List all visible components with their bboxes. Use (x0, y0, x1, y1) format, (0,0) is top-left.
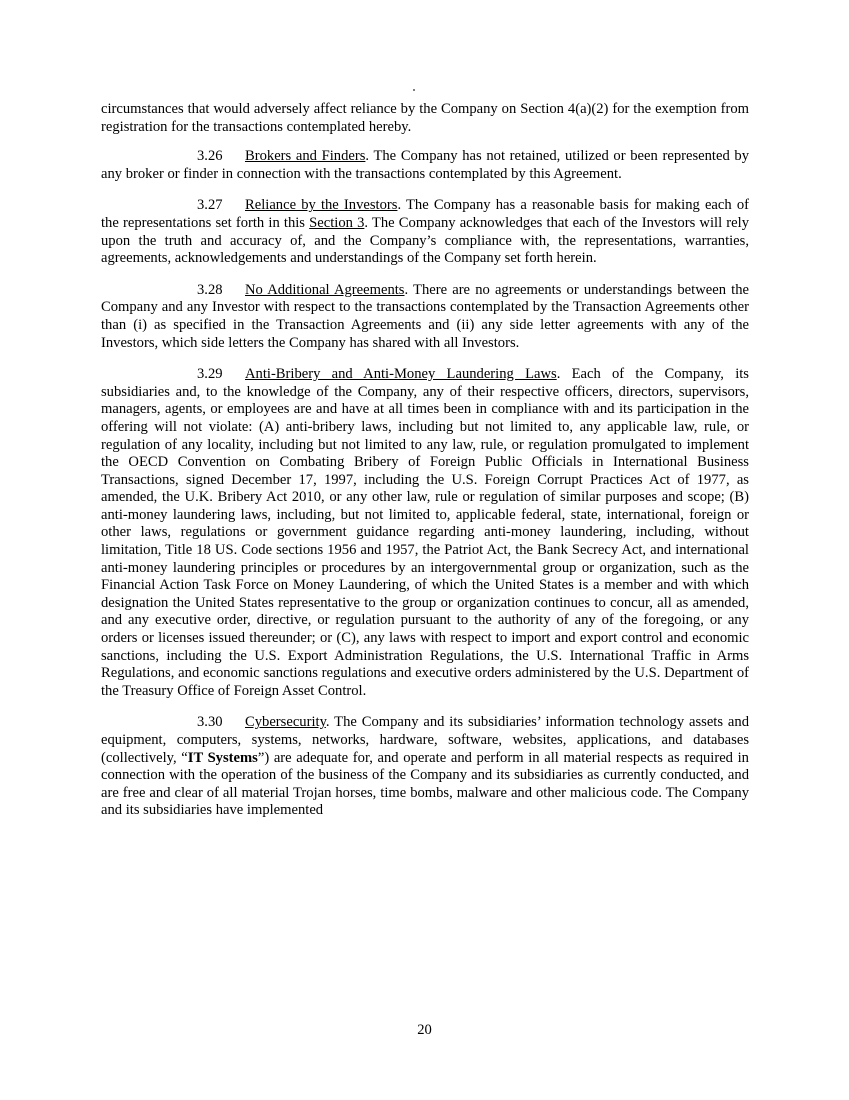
section-number: 3.27 (197, 197, 223, 214)
section-heading: Reliance by the Investors (245, 197, 398, 214)
section-3-26 (101, 148, 749, 183)
section-number: 3.26 (197, 148, 223, 165)
section-body: . The Company acknowledges that each of the Investors will rely upon the truth and accuracy of, and the Company’s compliance with, the representations, warranties, agreements, acknowledgements and understandings of the Company set forth herein. (101, 214, 749, 267)
section-reference-link[interactable]: Section 3 (309, 214, 365, 231)
section-3-29 (101, 366, 749, 700)
defined-term: IT Systems (187, 749, 258, 766)
document-page (101, 101, 749, 834)
section-number: 3.28 (197, 281, 223, 298)
section-3-28 (101, 282, 749, 352)
paragraph-continuation: circumstances that would adversely affect reliance by the Company on Section 4(a)(2) for the exemption from registration for the transactions contemplated hereby. (101, 101, 749, 135)
section-heading: Cybersecurity (245, 714, 326, 731)
section-heading: No Additional Agreements (245, 281, 405, 298)
section-number: 3.30 (197, 714, 223, 731)
section-heading: Anti-Bribery and Anti-Money Laundering Laws (245, 366, 557, 383)
section-number: 3.29 (197, 366, 223, 383)
page-number: 20 (417, 1022, 432, 1038)
section-heading: Brokers and Finders (245, 148, 366, 165)
section-3-27 (101, 197, 749, 267)
section-3-30 (101, 714, 749, 820)
section-body: . The Company has not retained, utilized or been represented by any broker or finder in connection with the transactions contemplated by this Agreement. (101, 148, 750, 182)
section-body: . There are no agreements or understandings between the Company and any Investor with respect to the transactions contemplated by the Transaction Agreements other than (i) as specified in the Transaction Agreements and (ii) any side letter agreements with any of the Investors, which side letters the Company has shared with all Investors. (101, 281, 749, 351)
section-body: . The Company has a reasonable basis for making each of the representations set forth in this (101, 197, 749, 231)
section-body: . The Company and its subsidiaries’ information technology assets and equipment, computers, systems, networks, hardware, software, websites, applications, and databases (collectively, “ (101, 714, 749, 766)
section-body: ”) are adequate for, and operate and perform in all material respects as required in connection with the operation of the business of the Company and its subsidiaries as currently conducted, and are free and clear of all material Trojan horses, time bombs, malware and other malicious code. The Company and its subsidiaries have implemented (101, 749, 749, 819)
scan-artifact-dot (413, 89, 415, 91)
section-body: . Each of the Company, its subsidiaries and, to the knowledge of the Company, any of their respective officers, directors, supervisors, managers, agents, or employees are and have at all times been in compliance with and its participation in the offering will not violate: (A) anti-bribery laws, including but not limited to, any applicable law, rule, or regulation of any locality, including but not limited to any law, rule, or regulation promulgated to implement the OECD Convention on Combating Bribery of Foreign Public Officials in International Business Transactions, signed December 17, 1997, including the U.S. Foreign Corrupt Practices Act of 1977, as amended, the U.K. Bribery Act 2010, or any other law, rule or regulation of similar purposes and scope; (B) anti-money laundering laws, including, but not limited to, applicable federal, state, international, foreign or other laws, regulations or government guidance regarding anti-money laundering, including, without limitation, Title 18 US. Code sections 1956 and 1957, the Patriot Act, the Bank Secrecy Act, and international anti-money laundering principles or procedures by an intergovernmental group or organization, such as the Financial Action Task Force on Money Laundering, of which the United States is a member and with which designation the United States representative to the group or organization continues to concur, all as amended, and any executive order, directive, or regulation pursuant to the authority of any of the foregoing, or any orders or licenses issued thereunder; or (C), any laws with respect to import and export control and economic sanctions, including the U.S. Export Administration Regulations, the U.S. International Traffic in Arms Regulations, and economic sanctions regulations and executive orders administered by the U.S. Department of the Treasury Office of Foreign Asset Control. (101, 366, 749, 699)
